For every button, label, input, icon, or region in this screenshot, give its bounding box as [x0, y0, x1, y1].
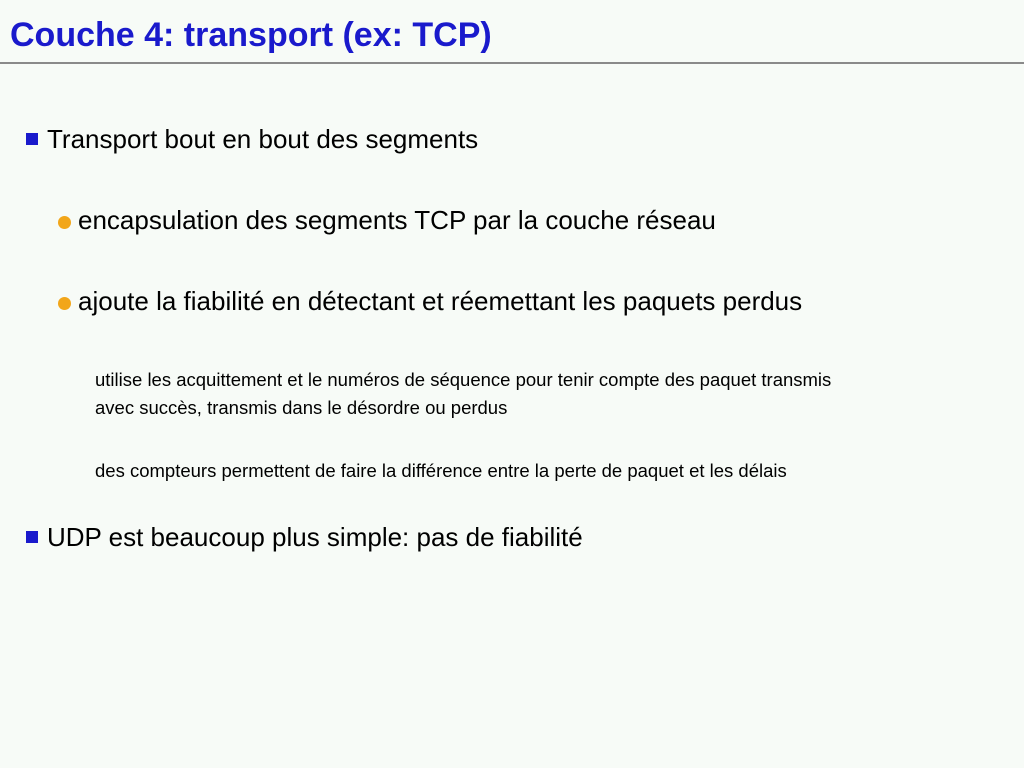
detail-item-compteurs	[95, 457, 787, 485]
detail-text-line: des compteurs permettent de faire la différence entre la perte de paquet et les délais	[95, 460, 787, 481]
round-bullet-icon	[58, 216, 71, 229]
bullet-text: Transport bout en bout des segments	[47, 124, 479, 154]
bullet-text: UDP est beaucoup plus simple: pas de fiabilité	[47, 522, 583, 552]
bullet-item-udp	[26, 521, 583, 553]
detail-text-line: avec succès, transmis dans le désordre ou perdus	[95, 397, 508, 418]
sub-bullet-item-encapsulation	[58, 204, 716, 236]
bullet-item-transport	[26, 123, 478, 155]
detail-text-line: utilise les acquittement et le numéros de séquence pour tenir compte des paquet transmis	[95, 369, 832, 390]
square-bullet-icon	[26, 531, 38, 543]
sub-bullet-text: ajoute la fiabilité en détectant et réemettant les paquets perdus	[78, 286, 803, 316]
square-bullet-icon	[26, 133, 38, 145]
slide-title: Couche 4: transport (ex: TCP)	[10, 16, 492, 54]
round-bullet-icon	[58, 297, 71, 310]
sub-bullet-item-fiabilite	[58, 285, 802, 317]
detail-item-acquittement	[95, 366, 831, 422]
sub-bullet-text: encapsulation des segments TCP par la couche réseau	[78, 205, 716, 235]
